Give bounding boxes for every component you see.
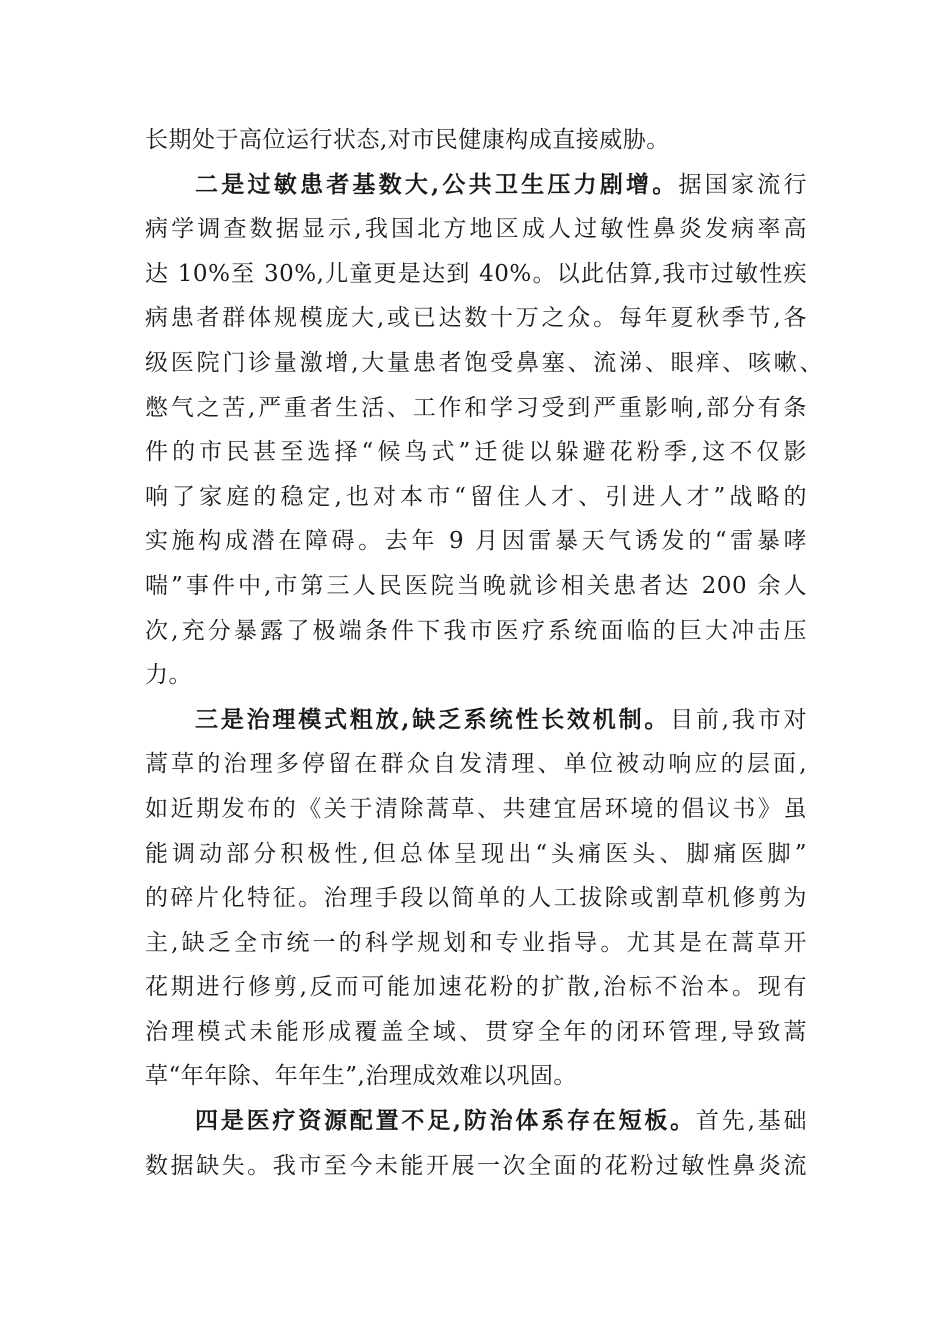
line-text: 实施构成潜在障碍。去年 9 月因雷暴天气诱发的“雷暴哮 xyxy=(145,528,807,555)
line-text: 件的市民甚至选择“候鸟式”迁徙以躲避花粉季,这不仅影 xyxy=(145,439,807,466)
line-text: 主,缺乏全市统一的科学规划和专业指导。尤其是在蒿草开 xyxy=(145,929,807,956)
text-line xyxy=(145,252,807,297)
line-text: 力。 xyxy=(145,662,192,689)
paragraph-lead: 四是医疗资源配置不足,防治体系存在短板。 xyxy=(195,1107,696,1135)
line-text: 的碎片化特征。治理手段以简单的人工拔除或割草机修剪为 xyxy=(145,885,807,912)
text-line xyxy=(145,519,807,564)
line-text: 次,充分暴露了极端条件下我市医疗系统面临的巨大冲击压 xyxy=(145,617,807,644)
text-line xyxy=(145,787,807,832)
text-line xyxy=(145,1054,807,1099)
text-line xyxy=(145,386,807,431)
line-text: 蒿草的治理多停留在群众自发清理、单位被动响应的层面, xyxy=(145,751,807,778)
text-line xyxy=(145,341,823,386)
text-line xyxy=(145,653,807,698)
line-text: 数据缺失。我市至今未能开展一次全面的花粉过敏性鼻炎流 xyxy=(145,1152,807,1179)
line-text: 草“年年除、年年生”,治理成效难以巩固。 xyxy=(145,1063,577,1090)
line-text: 首先,基础 xyxy=(695,1108,807,1135)
text-line xyxy=(145,832,807,877)
text-line xyxy=(145,1144,807,1189)
line-text: 花期进行修剪,反而可能加速花粉的扩散,治标不治本。现有 xyxy=(145,974,807,1001)
line-text: 憋气之苦,严重者生活、工作和学习受到严重影响,部分有条 xyxy=(145,394,807,421)
paragraph-heading-line xyxy=(145,698,807,743)
line-text: 级医院门诊量激增,大量患者饱受鼻塞、流涕、眼痒、咳嗽、 xyxy=(145,349,823,376)
paragraph-heading-line xyxy=(145,1099,807,1144)
paragraph-lead: 二是过敏患者基数大,公共卫生压力剧增。 xyxy=(195,170,679,198)
text-line xyxy=(145,430,807,475)
text-line xyxy=(145,118,807,163)
line-text: 治理模式未能形成覆盖全域、贯穿全年的闭环管理,导致蒿 xyxy=(145,1018,807,1045)
line-text: 病患者群体规模庞大,或已达数十万之众。每年夏秋季节,各 xyxy=(145,305,807,332)
text-line xyxy=(145,475,807,520)
line-text: 能调动部分积极性,但总体呈现出“头痛医头、脚痛医脚” xyxy=(145,840,807,867)
line-text: 喘”事件中,市第三人民医院当晚就诊相关患者达 200 余人 xyxy=(145,572,807,599)
text-line xyxy=(145,296,807,341)
document-page xyxy=(145,118,823,1188)
text-line xyxy=(145,1010,807,1055)
text-line xyxy=(145,965,807,1010)
line-text: 如近期发布的《关于清除蒿草、共建宜居环境的倡议书》虽 xyxy=(145,795,807,822)
text-line xyxy=(145,564,807,609)
text-line xyxy=(145,876,807,921)
line-text: 响了家庭的稳定,也对本市“留住人才、引进人才”战略的 xyxy=(145,483,807,510)
line-text: 达 10%至 30%,儿童更是达到 40%。以此估算,我市过敏性疾 xyxy=(145,260,807,287)
line-text: 据国家流行 xyxy=(678,171,808,198)
line-text: 长期处于高位运行状态,对市民健康构成直接威胁。 xyxy=(145,127,670,153)
paragraph-heading-line xyxy=(145,163,807,208)
text-line xyxy=(145,207,807,252)
line-text: 目前,我市对 xyxy=(670,706,807,733)
line-text: 病学调查数据显示,我国北方地区成人过敏性鼻炎发病率高 xyxy=(145,216,807,243)
text-line xyxy=(145,609,807,654)
text-line xyxy=(145,742,807,787)
paragraph-lead: 三是治理模式粗放,缺乏系统性长效机制。 xyxy=(195,705,671,733)
text-line xyxy=(145,921,807,966)
